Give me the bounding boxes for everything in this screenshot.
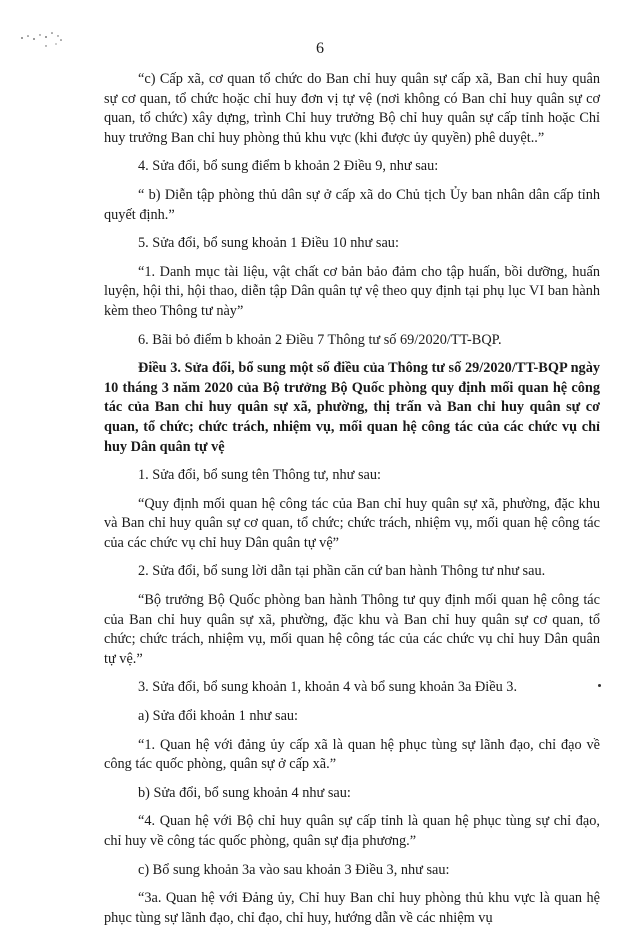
paragraph-quote-preamble: “Bộ trưởng Bộ Quốc phòng ban hành Thông tư quy định mối quan hệ công tác của Ban chỉ huy quân sự xã, phường, đặc khu và Ban chỉ huy quân sự cơ quan, tổ chức; chức trách, nhiệm vụ, mối quan hệ công tác của các chức vụ chỉ huy Dân quân tự vệ.” xyxy=(104,592,600,667)
document-body xyxy=(104,70,600,937)
paragraph-article3-item-2: 2. Sửa đổi, bổ sung lời dẫn tại phần căn cứ ban hành Thông tư như sau. xyxy=(138,563,546,580)
paragraph-sub-c: c) Bổ sung khoản 3a vào sau khoản 3 Điều 3, như sau: xyxy=(138,861,450,878)
paragraph-quote-clause-1: “1. Quan hệ với đảng ủy cấp xã là quan hệ phục tùng sự lãnh đạo, chỉ đạo về công tác quốc phòng, quân sự ở cấp xã.” xyxy=(104,736,600,773)
paragraph-article3-item-3: 3. Sửa đổi, bổ sung khoản 1, khoản 4 và bổ sung khoản 3a Điều 3. xyxy=(138,679,518,696)
article-3-heading: Điều 3. Sửa đổi, bổ sung một số điều của Thông tư số 29/2020/TT-BQP ngày 10 tháng 3 năm 2020 của Bộ trưởng Bộ Quốc phòng quy định mối quan hệ công tác của Ban chỉ huy quân sự xã, phường, thị trấn và Ban chỉ huy quân sự cơ quan, tổ chức; chức trách, nhiệm vụ, mối quan hệ công tác của các chức vụ chỉ huy Dân quân tự vệ xyxy=(104,360,600,455)
paragraph-sub-a: a) Sửa đổi khoản 1 như sau: xyxy=(138,708,299,725)
paragraph-quote-clause-3a: “3a. Quan hệ với Đảng ủy, Chỉ huy Ban chỉ huy phòng thủ khu vực là quan hệ phục tùng sự lãnh đạo, chỉ đạo, chỉ huy, hướng dẫn về các nhiệm vụ xyxy=(104,890,600,926)
paragraph-article3-item-1: 1. Sửa đổi, bổ sung tên Thông tư, như sau: xyxy=(138,467,381,484)
paragraph-item-6: 6. Bãi bỏ điểm b khoản 2 Điều 7 Thông tư số 69/2020/TT-BQP. xyxy=(138,331,502,348)
paragraph-quote-c: “c) Cấp xã, cơ quan tổ chức do Ban chỉ huy quân sự cấp xã, Ban chỉ huy quân sự cơ quan, tổ chức hoặc chỉ huy đơn vị tự vệ (nơi không có Ban chỉ huy quân sự cơ quan, tổ chức) xây dựng, trình Chỉ huy trưởng Bộ chỉ huy quân sự cấp tỉnh hoặc Chỉ huy trưởng Ban chỉ huy phòng thủ khu vực (khi được ủy quyền) phê duyệt..” xyxy=(104,71,600,146)
paragraph-item-5: 5. Sửa đổi, bổ sung khoản 1 Điều 10 như sau: xyxy=(138,235,399,252)
paragraph-quote-1: “1. Danh mục tài liệu, vật chất cơ bản bảo đảm cho tập huấn, bồi dưỡng, huấn luyện, hội thi, hội thao, diễn tập Dân quân tự vệ theo quy định tại phụ lục VI ban hành kèm theo Thông tư này” xyxy=(104,263,600,319)
paragraph-quote-clause-4: “4. Quan hệ với Bộ chỉ huy quân sự cấp tỉnh là quan hệ phục tùng sự chỉ đạo, chỉ huy về công tác quốc phòng, quân sự địa phương.” xyxy=(104,813,600,849)
paragraph-item-4: 4. Sửa đổi, bổ sung điểm b khoản 2 Điều 9, như sau: xyxy=(138,158,439,175)
paragraph-sub-b: b) Sửa đổi, bổ sung khoản 4 như sau: xyxy=(138,784,351,801)
page-number: 6 xyxy=(316,40,324,57)
paragraph-quote-title: “Quy định mối quan hệ công tác của Ban chỉ huy quân sự xã, phường, đặc khu và Ban chỉ huy quân sự cơ quan, tổ chức; chức trách, nhiệm vụ, mối quan hệ công tác của các chức vụ chỉ huy Dân quân tự vệ” xyxy=(104,495,600,551)
scan-dot xyxy=(598,684,601,687)
paragraph-quote-b: “ b) Diễn tập phòng thủ dân sự ở cấp xã do Chủ tịch Ủy ban nhân dân cấp tỉnh quyết định.” xyxy=(104,186,600,223)
